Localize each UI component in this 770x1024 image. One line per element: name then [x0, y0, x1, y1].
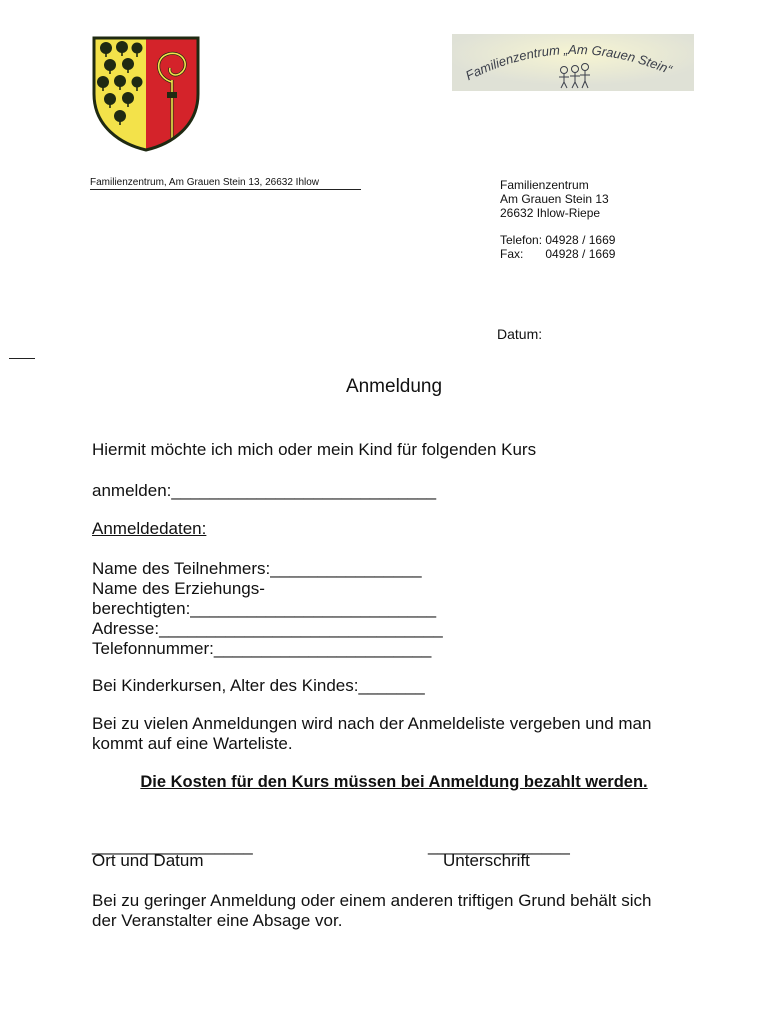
- fax-label: Fax:: [500, 247, 524, 261]
- signature-line: _______________: [428, 836, 570, 855]
- org-street: Am Grauen Stein 13: [500, 192, 609, 206]
- fax-number: 04928 / 1669: [545, 247, 616, 261]
- section-heading: Anmeldedaten:: [92, 519, 207, 538]
- address-field: Adresse:______________________________: [92, 619, 443, 638]
- participant-name-field: Name des Teilnehmers:________________: [92, 559, 422, 578]
- intro-text: Hiermit möchte ich mich oder mein Kind für folgenden Kurs: [92, 440, 537, 459]
- place-date-label: Ort und Datum: [92, 851, 204, 870]
- sender-address-line: Familienzentrum, Am Grauen Stein 13, 26632 Ihlow: [90, 177, 361, 190]
- familienzentrum-logo: [452, 34, 694, 91]
- cost-notice: Die Kosten für den Kurs müssen bei Anmeldung bezahlt werden.: [140, 773, 648, 791]
- address-spacer: [500, 220, 615, 233]
- phone-field: Telefonnummer:_______________________: [92, 639, 432, 658]
- cancellation-note-line2: der Veranstalter eine Absage vor.: [92, 911, 343, 930]
- fold-mark: [9, 358, 35, 359]
- waitlist-note-line1: Bei zu vielen Anmeldungen wird nach der Anmeldeliste vergeben und man: [92, 714, 652, 733]
- signature-label: Unterschrift: [443, 851, 530, 870]
- guardian-name-field-line2: berechtigten:__________________________: [92, 599, 437, 618]
- guardian-name-field-line1: Name des Erziehungs-: [92, 579, 265, 598]
- cancellation-note-line1: Bei zu geringer Anmeldung oder einem anderen triftigen Grund behält sich: [92, 891, 652, 910]
- org-phone: Telefon: 04928 / 1669: [500, 233, 616, 247]
- municipal-crest-icon: [90, 34, 202, 152]
- document-title: Anmeldung: [345, 376, 443, 397]
- cancellation-note: [92, 891, 651, 931]
- waitlist-note: [92, 714, 651, 754]
- organization-address-block: [500, 178, 615, 261]
- course-field: anmelden:____________________________: [92, 481, 437, 500]
- registration-fields: [92, 559, 443, 659]
- logo-text: Familienzentrum „Am Grauen Stein“: [463, 41, 675, 84]
- org-city: 26632 Ihlow-Riepe: [500, 206, 601, 220]
- waitlist-note-line2: kommt auf eine Warteliste.: [92, 734, 293, 753]
- child-age-field: Bei Kinderkursen, Alter des Kindes:_______: [92, 676, 425, 695]
- place-date-line: _________________: [92, 836, 253, 855]
- org-name: Familienzentrum: [500, 178, 589, 192]
- date-label: Datum:: [497, 326, 543, 342]
- org-fax: [500, 247, 615, 261]
